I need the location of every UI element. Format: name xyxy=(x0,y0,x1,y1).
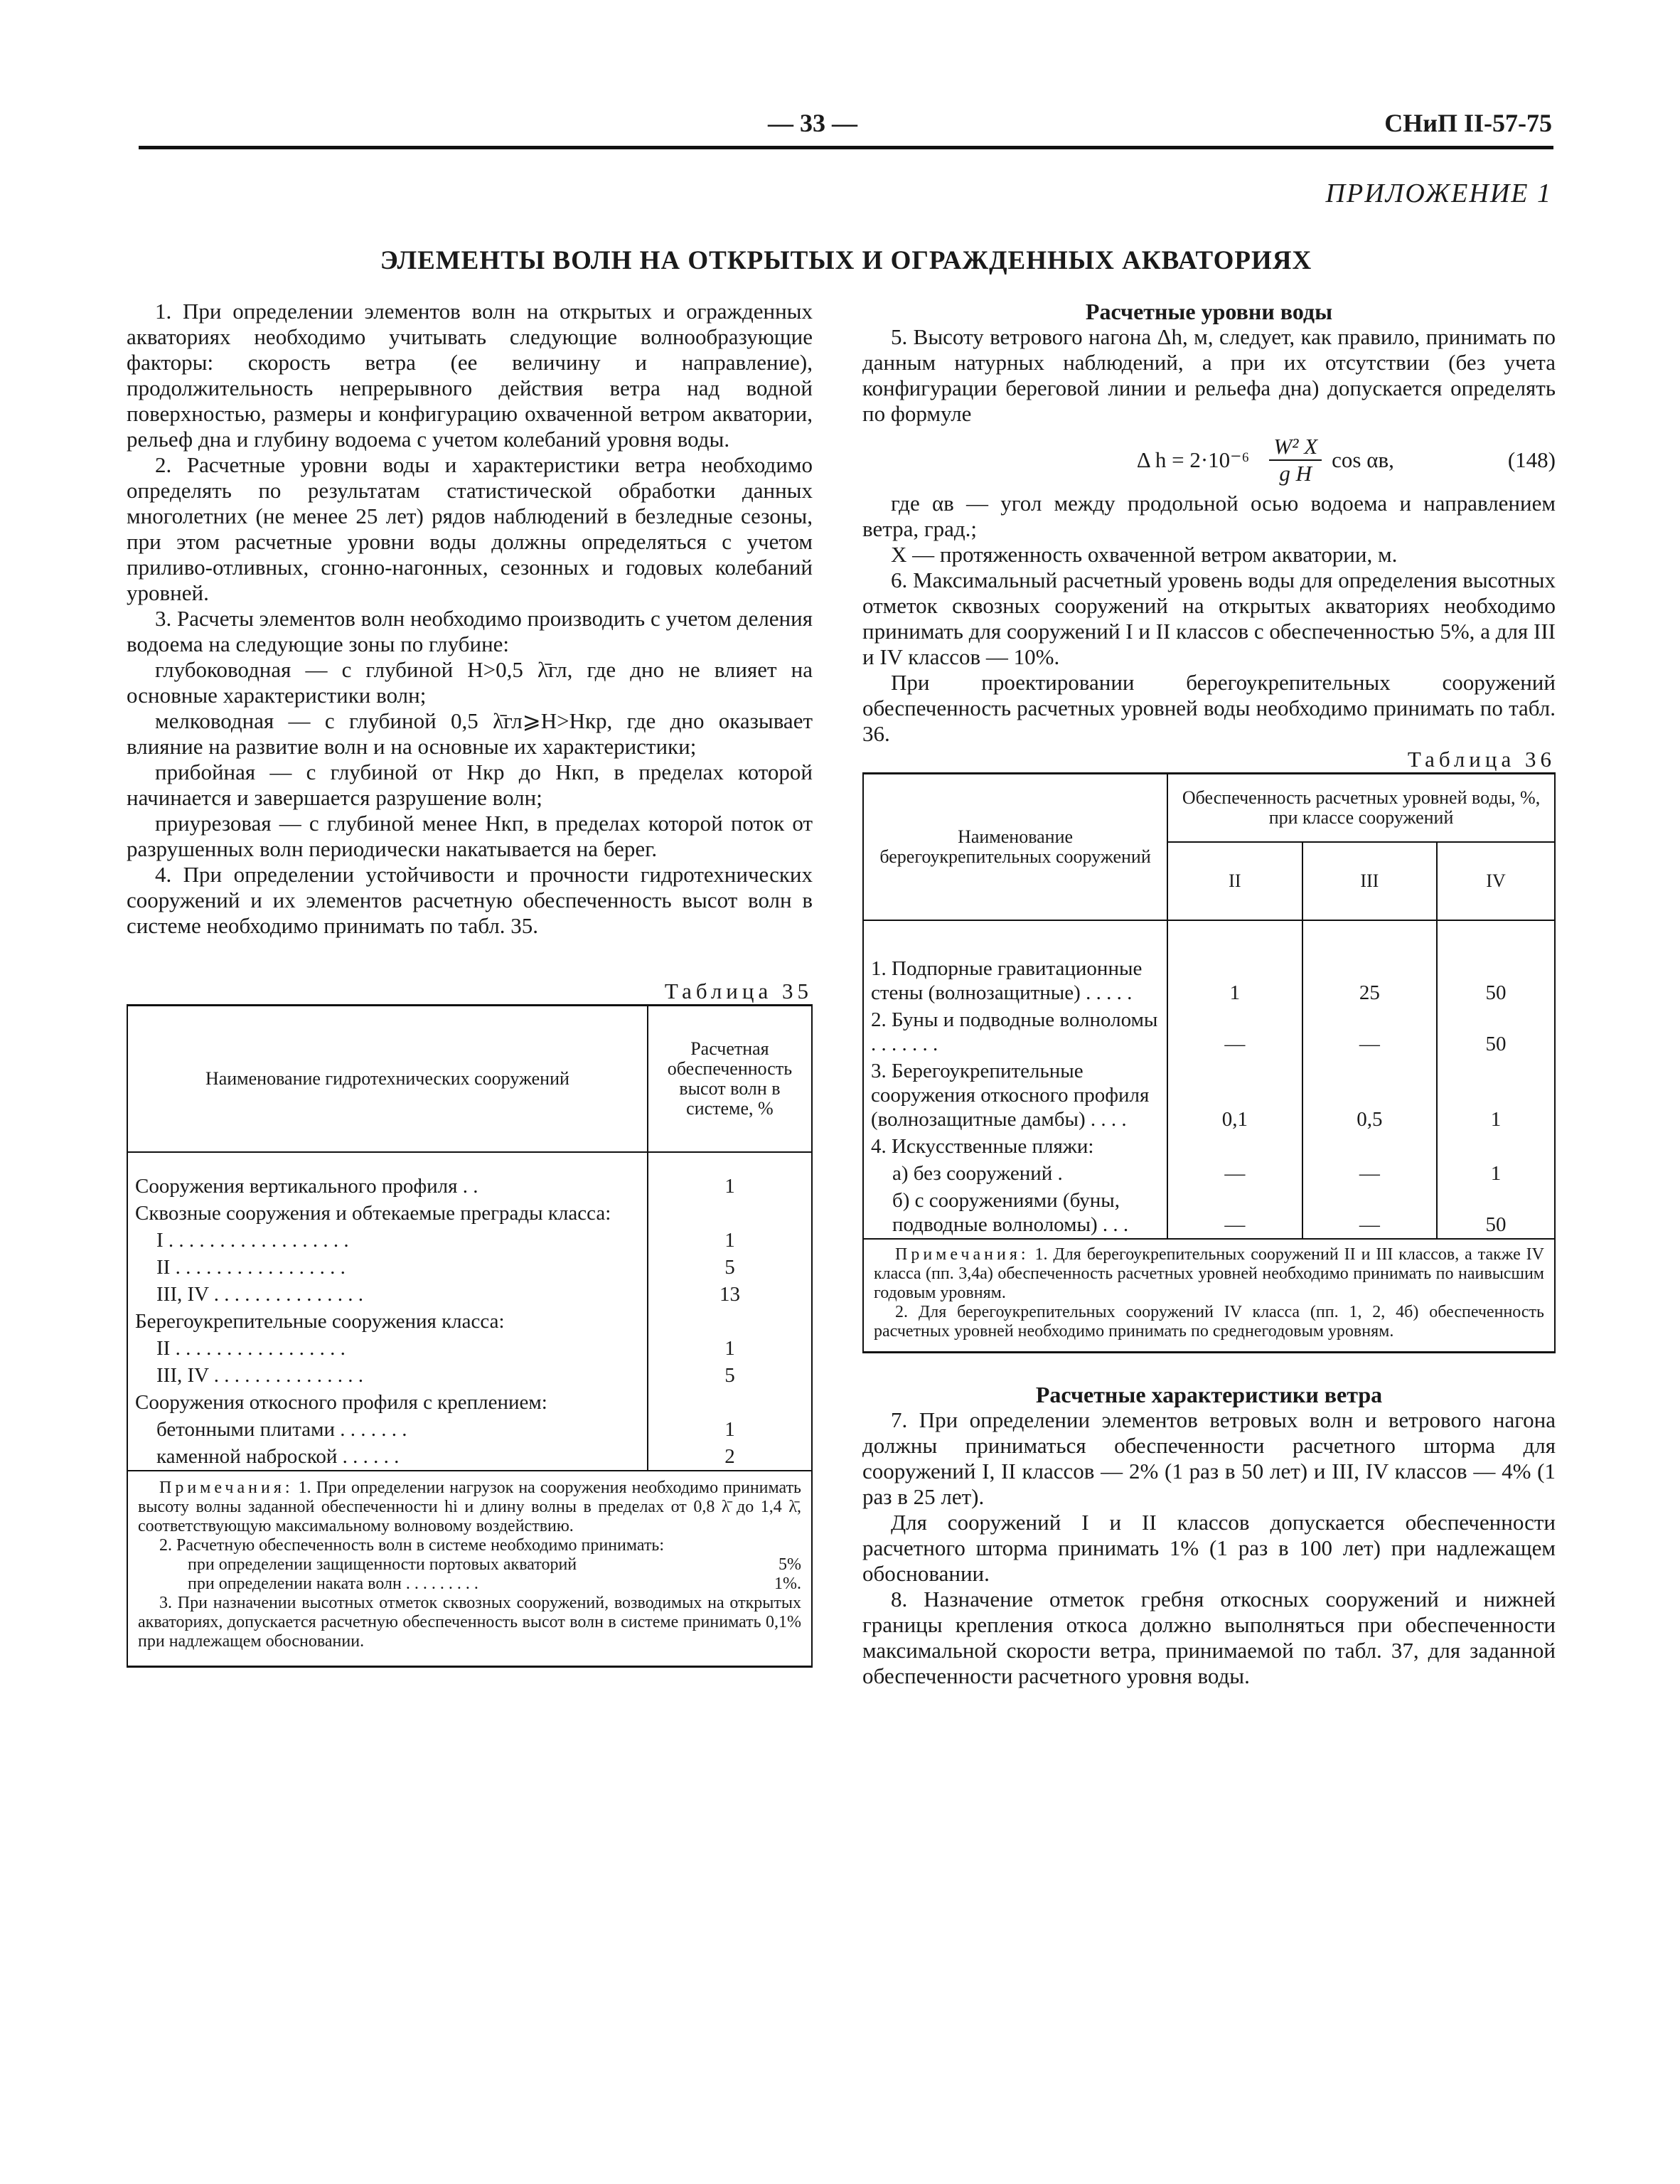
zone-surf: прибойная — с глубиной от Hкр до Hкп, в пределах которой начинается и завершается разрушение волн; xyxy=(127,760,813,810)
table-row: 3. Берегоукрепительные сооружения откосного профиля (волнозащитные дамбы) . . . . 0,1 0,5 1 xyxy=(863,1058,1555,1133)
formula-148: Δ h = 2·10⁻⁶ $\frac{\text{W² X}}{\text{g H}}$ cos αв, (148) xyxy=(1136,434,1556,486)
paragraph-4: 4. При определении устойчивости и прочности гидротехнических сооружений и их элементов расчетную обеспеченность высот волн в системе необходимо принимать по табл. 35. xyxy=(127,862,813,938)
paragraph-7b: Для сооружений I и II классов допускается обеспеченности расчетного шторма принимать 1% (1 раз в 100 лет) при надлежащем обосновании. xyxy=(862,1510,1556,1586)
table-row: III, IV . . . . . . . . . . . . . . . 5 xyxy=(127,1362,812,1389)
paragraph-2: 2. Расчетные уровни воды и характеристики ветра необходимо определять по результатам статистической обработки данных многолетних (не менее 25 лет) рядов наблюдений в безледные сезоны, при этом расчетные уровни воды должны определяться с учетом приливо-отливных, сгонно-нагонных, сезонных и годовых колебаний уровней. xyxy=(127,452,813,605)
section-wind: Расчетные характеристики ветра xyxy=(1035,1382,1383,1407)
paragraph-6b: При проектировании берегоукрепительных сооружений обеспеченность расчетных уровней воды необходимо принимать по табл. 36. xyxy=(862,670,1556,746)
table-row: I . . . . . . . . . . . . . . . . . . 1 xyxy=(127,1227,812,1254)
page-number: — 33 — xyxy=(768,109,857,137)
document-code: СНиП II-57-75 xyxy=(1384,109,1552,137)
formula-where-2: X — протяженность охваченной ветром акватории, м. xyxy=(891,542,1398,567)
paragraph-7: 7. При определении элементов ветровых волн и ветрового нагона должны приниматься обеспеченности расчетного шторма для сооружений I, II классов — 2% (1 раз в 50 лет) и III, IV классов — 4% (1 раз в 25 лет). xyxy=(862,1407,1556,1509)
table-36-header-value: Обеспеченность расчетных уровней воды, %, при классе сооружений xyxy=(1167,774,1555,843)
table-row: 1. Подпорные гравитационные стены (волнозащитные) . . . . . 1 25 50 xyxy=(863,955,1555,1006)
table-row: Сооружения вертикального профиля . . 1 xyxy=(127,1173,812,1200)
formula-where-1: где αв — угол между продольной осью водоема и направлением ветра, град.; xyxy=(862,491,1556,541)
table-35-header-name: Наименование гидротехнических сооружений xyxy=(127,1006,648,1153)
table-row: Берегоукрепительные сооружения класса: xyxy=(127,1308,812,1335)
table-36-header-name: Наименование берегоукрепительных сооружений xyxy=(863,774,1167,921)
header-rule xyxy=(139,146,1553,149)
right-column xyxy=(862,299,1556,1689)
zone-shallow: мелководная — с глубиной 0,5 λ̄гл⩾H>Hкр, где дно оказывает влияние на развитие волн и на основные их характеристики; xyxy=(127,708,813,759)
table-row: II . . . . . . . . . . . . . . . . . 5 xyxy=(127,1254,812,1281)
paragraph-1: 1. При определении элементов волн на открытых и огражденных акваториях необходимо учитывать следующие волнообразующие факторы: скорость ветра (ее величину и направление), продолжительность непрерывного действия ветра над водной поверхностью, размеры и конфигурацию охваченной ветром акватории, рельеф дна и глубину водоема с учетом колебаний уровня воды. xyxy=(127,299,813,452)
table-row: каменной наброской . . . . . . 2 xyxy=(127,1443,812,1471)
table-row: 2. Буны и подводные волноломы . . . . . . . — — 50 xyxy=(863,1006,1555,1058)
table-row: II . . . . . . . . . . . . . . . . . 1 xyxy=(127,1335,812,1362)
table-35-caption: Таблица 35 xyxy=(664,979,813,1003)
table-row: Сооружения откосного профиля с креплением: xyxy=(127,1389,812,1416)
zone-shore: приурезовая — с глубиной менее Hкп, в пределах которой поток от разрушенных волн периодически накатывается на берег. xyxy=(127,811,813,861)
page-title: ЭЛЕМЕНТЫ ВОЛН НА ОТКРЫТЫХ И ОГРАЖДЕННЫХ АКВАТОРИЯХ xyxy=(380,246,1312,275)
zone-deep: глубоководная — с глубиной H>0,5 λ̄гл, где дно не влияет на основные характеристики волн; xyxy=(127,657,813,708)
table-row: а) без сооружений . — — 1 xyxy=(863,1160,1555,1187)
paragraph-8: 8. Назначение отметок гребня откосных сооружений и нижней границы крепления откоса должно выполняться при обеспеченности максимальной скорости ветра, принимаемой по табл. 37, для заданной обеспеченности расчетного уровня воды. xyxy=(862,1587,1556,1688)
table-row: б) с сооружениями (буны, подводные волноломы) . . . — — 50 xyxy=(863,1187,1555,1239)
left-column xyxy=(127,299,813,1668)
table-35-notes: Примечания: 1. При определении нагрузок на сооружения необходимо принимать высоту волны заданной обеспеченности hi и длину волны в пределах от 0,8 λ̄ до 1,4 λ̄, соответствующую максимальному волновому воздействию. 2. Расчетную обеспеченность волн в системе необходимо принимать: при определении защищенности портовых акваторий 5% при определении наката волн . . . . . . . . . 1%. 3. При назначении высотных отметок сквозных сооружений, возводимых на открытых акваториях, допускается расчетную обеспеченность высот волн в системе принимать 0,1% при надлежащем обосновании. xyxy=(138,1479,801,1651)
table-row: Сквозные сооружения и обтекаемые преграды класса: xyxy=(127,1200,812,1227)
table-row: 4. Искусственные пляжи: xyxy=(863,1133,1555,1160)
paragraph-6: 6. Максимальный расчетный уровень воды для определения высотных отметок сквозных сооружений на открытых акваториях необходимо принимать для сооружений I и II классов с обеспеченностью 5%, а для III и IV классов — 10%. xyxy=(862,568,1556,669)
table-36-caption: Таблица 36 xyxy=(1407,747,1556,772)
table-35 xyxy=(127,1004,813,1668)
paragraph-3: 3. Расчеты элементов волн необходимо производить с учетом деления водоема на следующие зоны по глубине: xyxy=(127,606,813,656)
table-36-notes: Примечания: 1. Для берегоукрепительных сооружений II и III классов, а также IV класса (пп. 3,4а) обеспеченность расчетных уровней необходимо принимать по наивысшим годовым уровням. 2. Для берегоукрепительных сооружений IV класса (пп. 1, 2, 4б) обеспеченность расчетных уровней необходимо принимать по среднегодовым уровням. xyxy=(874,1245,1544,1341)
table-row: бетонными плитами . . . . . . . 1 xyxy=(127,1416,812,1443)
section-water-levels: Расчетные уровни воды xyxy=(1085,299,1333,324)
table-36: Наименование берегоукрепительных сооружений Обеспеченность расчетных уровней воды, %, при классе сооружений II III IV 1. Подпорные гравитационные стены (волнозащитные) . . . . . 1 25 50 2. Буны и подводные волноломы . . . . . . . — — 50 3. Берегоукрепительные сооружения откосного профиля (волнозащитные дамбы) . . . . 0,1 0,5 1 4. Искусственные пляжи: а) без сооружений . — — 1 б) с сооружениями (буны, подводные волноломы) . . . — — 50 Примечания: 1. Для берегоукрепительных сооружений II и III классов, а также IV класса (пп. 3,4а) обеспеченность расчетных уровней необходимо принимать по наивысшим годовым уровням. 2. Для берегоукрепительных сооружений IV класса (пп. 1, 2, 4б) обеспеченность расчетных уровней необходимо принимать по среднегодовым уровням. xyxy=(862,772,1556,1353)
table-row: III, IV . . . . . . . . . . . . . . . 13 xyxy=(127,1281,812,1308)
table-35-header-value: Расчетная обеспеченность высот волн в системе, % xyxy=(648,1006,812,1153)
appendix-label: ПРИЛОЖЕНИЕ 1 xyxy=(1325,179,1552,208)
paragraph-5: 5. Высоту ветрового нагона Δh, м, следует, как правило, принимать по данным натурных наблюдений, а при их отсутствии (без учета конфигурации береговой линии и рельефа дна) допускается определять по формуле xyxy=(862,324,1556,426)
